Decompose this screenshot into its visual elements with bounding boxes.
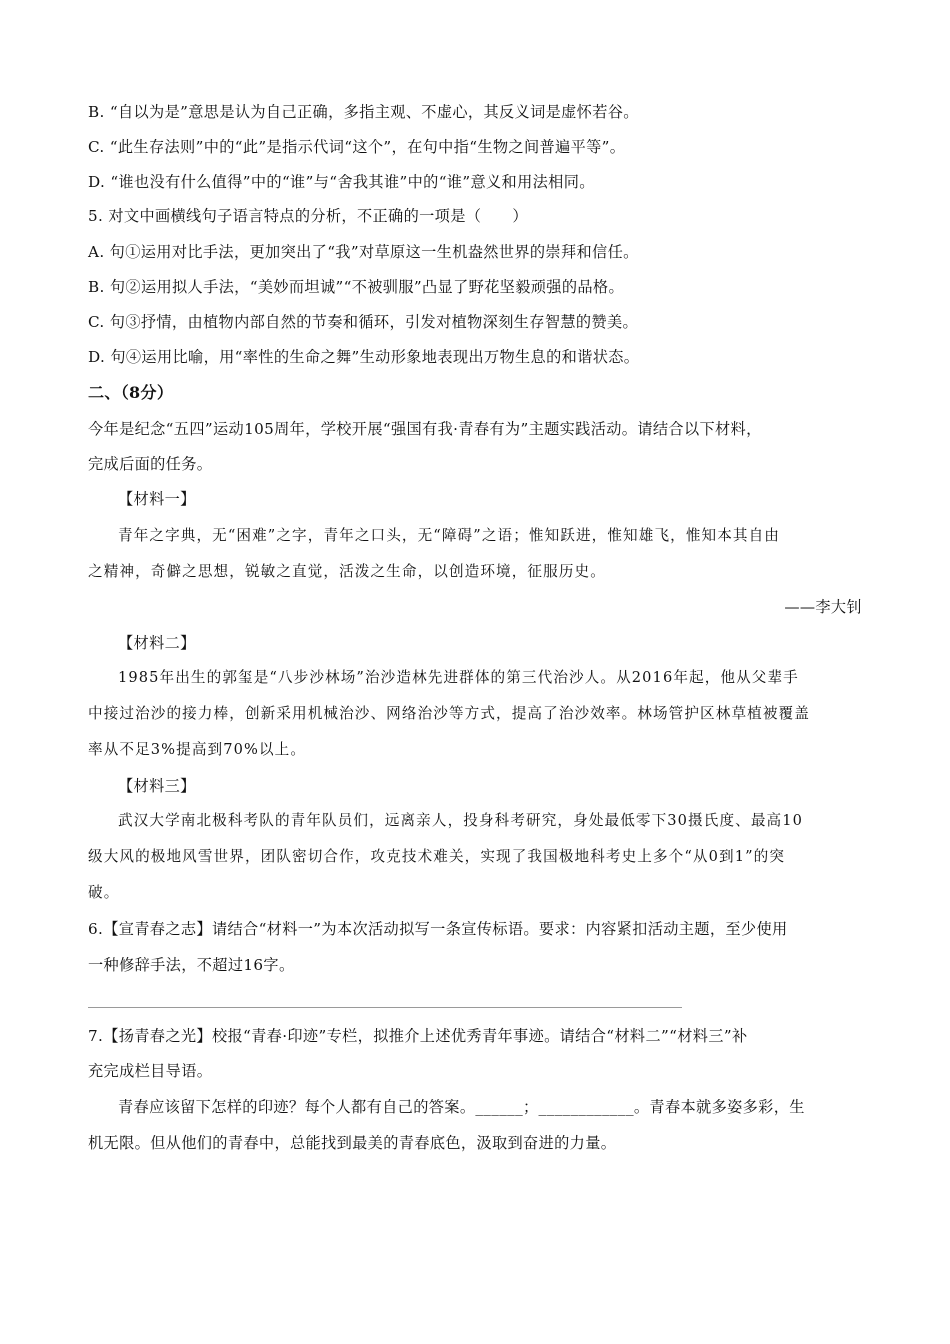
q7-paragraph-line-1: 青春应该留下怎样的印迹？每个人都有自己的答案。______；____________。青春本就多姿多彩，生 bbox=[118, 1098, 805, 1116]
material1-label: 【材料一】 bbox=[118, 490, 196, 508]
material2-label: 【材料二】 bbox=[118, 634, 196, 652]
section-intro-line-1: 今年是纪念“五四”运动105周年，学校开展“强国有我·青春有为”主题实践活动。请结合以下材料， bbox=[88, 420, 762, 438]
q5-option-c: C. 句③抒情，由植物内部自然的节奏和循环，引发对植物深刻生存智慧的赞美。 bbox=[88, 313, 639, 331]
material3-label: 【材料三】 bbox=[118, 777, 196, 795]
q7-line-2: 充完成栏目导语。 bbox=[88, 1062, 213, 1080]
q6-answer-line[interactable] bbox=[88, 1007, 682, 1008]
q7-line-1: 7.【扬青春之光】校报“青春·印迹”专栏，拟推介上述优秀青年事迹。请结合“材料二”“材料三”补 bbox=[88, 1027, 748, 1045]
material1-line-1: 青年之字典，无“困难”之字，青年之口头，无“障碍”之语；惟知跃进，惟知雄飞，惟知本其自由 bbox=[118, 527, 780, 544]
q4-option-c: C. “此生存法则”中的“此”是指示代词“这个”，在句中指“生物之间普遍平等”。 bbox=[88, 138, 626, 156]
q6-line-2: 一种修辞手法，不超过16字。 bbox=[88, 956, 295, 974]
q4-option-d: D. “谁也没有什么值得”中的“谁”与“舍我其谁”中的“谁”意义和用法相同。 bbox=[88, 173, 595, 191]
q5-option-a: A. 句①运用对比手法，更加突出了“我”对草原这一生机盎然世界的崇拜和信任。 bbox=[88, 243, 639, 261]
q4-option-b: B. “自以为是”意思是认为自己正确，多指主观、不虚心，其反义词是虚怀若谷。 bbox=[88, 103, 639, 121]
material3-line-1: 武汉大学南北极科考队的青年队员们，远离亲人，投身科考研究，身处最低零下30摄氏度、最高10 bbox=[118, 812, 803, 829]
section-intro-line-2: 完成后面的任务。 bbox=[88, 455, 213, 473]
material1-attribution: ——李大钊 bbox=[784, 598, 862, 616]
material3-line-3: 破。 bbox=[88, 884, 120, 901]
q5-option-d: D. 句④运用比喻，用“率性的生命之舞”生动形象地表现出万物生息的和谐状态。 bbox=[88, 348, 640, 366]
material3-line-2: 级大风的极地风雪世界，团队密切合作，攻克技术难关，实现了我国极地科考史上多个“从0到1”的突 bbox=[88, 848, 786, 865]
material1-line-2: 之精神，奇僻之思想，锐敏之直觉，活泼之生命，以创造环境，征服历史。 bbox=[88, 563, 606, 580]
section-heading: 二、（8分） bbox=[88, 383, 174, 402]
material2-line-2: 中接过治沙的接力棒，创新采用机械治沙、网络治沙等方式，提高了治沙效率。林场管护区林草植被覆盖 bbox=[88, 705, 810, 722]
material2-line-3: 率从不足3%提高到70%以上。 bbox=[88, 741, 307, 758]
q6-line-1: 6.【宣青春之志】请结合“材料一”为本次活动拟写一条宣传标语。要求：内容紧扣活动主题，至少使用 bbox=[88, 920, 788, 938]
q5-stem: 5. 对文中画横线句子语言特点的分析，不正确的一项是（ ） bbox=[88, 207, 528, 225]
material2-line-1: 1985年出生的郭玺是“八步沙林场”治沙造林先进群体的第三代治沙人。从2016年起，他从父辈手 bbox=[118, 669, 799, 686]
q5-option-b: B. 句②运用拟人手法，“美妙而坦诚”“不被驯服”凸显了野花坚毅顽强的品格。 bbox=[88, 278, 624, 296]
q7-paragraph-line-2: 机无限。但从他们的青春中，总能找到最美的青春底色，汲取到奋进的力量。 bbox=[88, 1134, 617, 1152]
